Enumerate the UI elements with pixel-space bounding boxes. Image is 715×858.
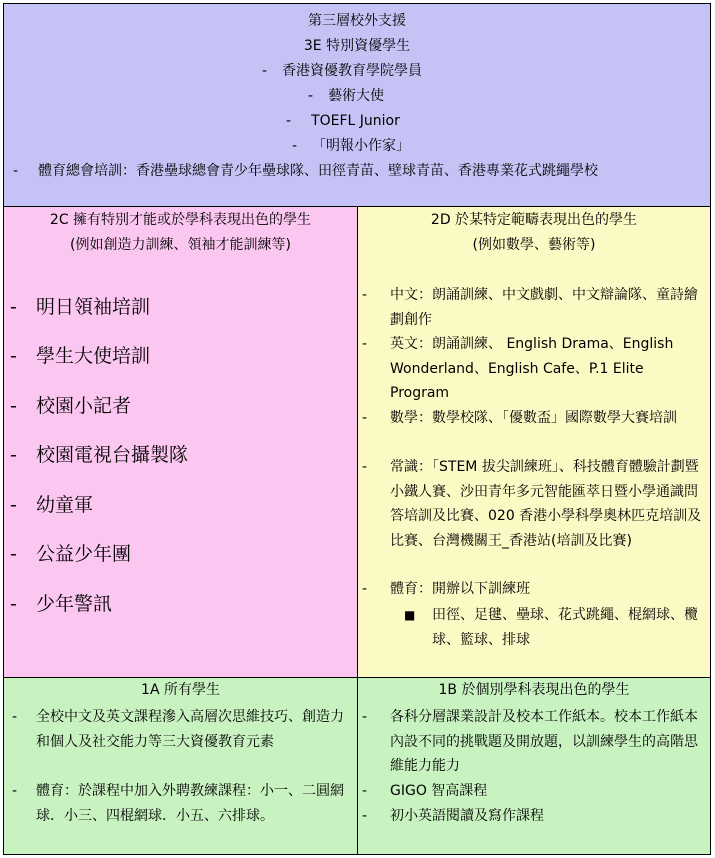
list-item: - 體育：開辦以下訓練班 — [362, 581, 530, 597]
tier3-section — [3, 3, 711, 207]
list-item: - 各科分層課業設計及校本工作紙本。校本工作紙本內設不同的挑戰題及開放題，以訓練學生的高階思維能力能力 — [362, 709, 698, 774]
tier2d-title: 2D 於某特定範疇表現出色的學生 — [430, 212, 638, 228]
tier3-title: 第三層校外支援 — [308, 13, 406, 29]
tier2c-section: 2C 擁有特別才能或於學科表現出色的學生 (例如創造力訓練、領袖才能訓練等) - 明日領袖培訓 - 學生大使培訓 - 校園小記者 - 校園電視台攝製隊 - 幼童軍 - 公益少年團 - 少年警訊 — [3, 206, 358, 678]
list-item: - TOEFL Junior — [286, 113, 400, 129]
tier3-subtitle: 3E 特別資優學生 — [303, 38, 411, 54]
list-item: - 中文：朗誦訓練、中文戲劇、中文辯論隊、童詩繪劃創作 — [362, 287, 698, 328]
list-item: - 數學：數學校隊、「優數盃」國際數學大賽培訓 — [362, 410, 677, 426]
list-item: - 香港資優教育學院學員 — [262, 63, 423, 79]
tier2d-section — [357, 206, 711, 678]
tier2c-title: 2C 擁有特別才能或於學科表現出色的學生 — [49, 212, 312, 228]
list-item: - 英文：朗誦訓練、 English Drama、English Wonderland、English Cafe、P.1 Elite Program — [362, 336, 674, 401]
list-item: - 體育：於課程中加入外聘教練課程：小一、二圓網球．小三、四棍網球．小五、六排球。 — [12, 783, 344, 824]
tier1b-section — [357, 677, 711, 855]
list-item: - 「明報小作家」 — [292, 138, 411, 154]
tier2d-subtitle: (例如數學、藝術等) — [472, 237, 596, 253]
tier1a-section — [3, 677, 358, 855]
list-item: - 體育總會培訓：香港壘球總會青少年壘球隊、田徑青苗、壁球青苗、香港專業花式跳繩學校 — [13, 163, 599, 179]
sub-list-item: ■ 田徑、足毽、壘球、花式跳繩、棍網球、欖球、籃球、排球 — [404, 607, 698, 648]
tier1a-title: 1A 所有學生 — [141, 682, 220, 698]
list-item: - 藝術大使 — [308, 88, 385, 104]
tier2c-subtitle: (例如創造力訓練、領袖才能訓練等) — [70, 237, 291, 253]
list-item: - 常識：「STEM 拔尖訓練班」、科技體育體驗計劃暨小鐵人賽、沙田青年多元智能匯萃日暨小學通識問答培訓及比賽、020 香港小學科學奧林匹克培訓及比賽、台灣機關王_香港站(培訓及比賽) — [362, 459, 702, 549]
list-item: - 初小英語閱讀及寫作課程 — [362, 808, 544, 824]
list-item: - 全校中文及英文課程滲入高層次思維技巧、創造力和個人及社交能力等三大資優教育元素 — [12, 709, 344, 750]
tier1b-title: 1B 於個別學科表現出色的學生 — [438, 682, 630, 698]
list-item: - GIGO 智高課程 — [362, 783, 488, 799]
